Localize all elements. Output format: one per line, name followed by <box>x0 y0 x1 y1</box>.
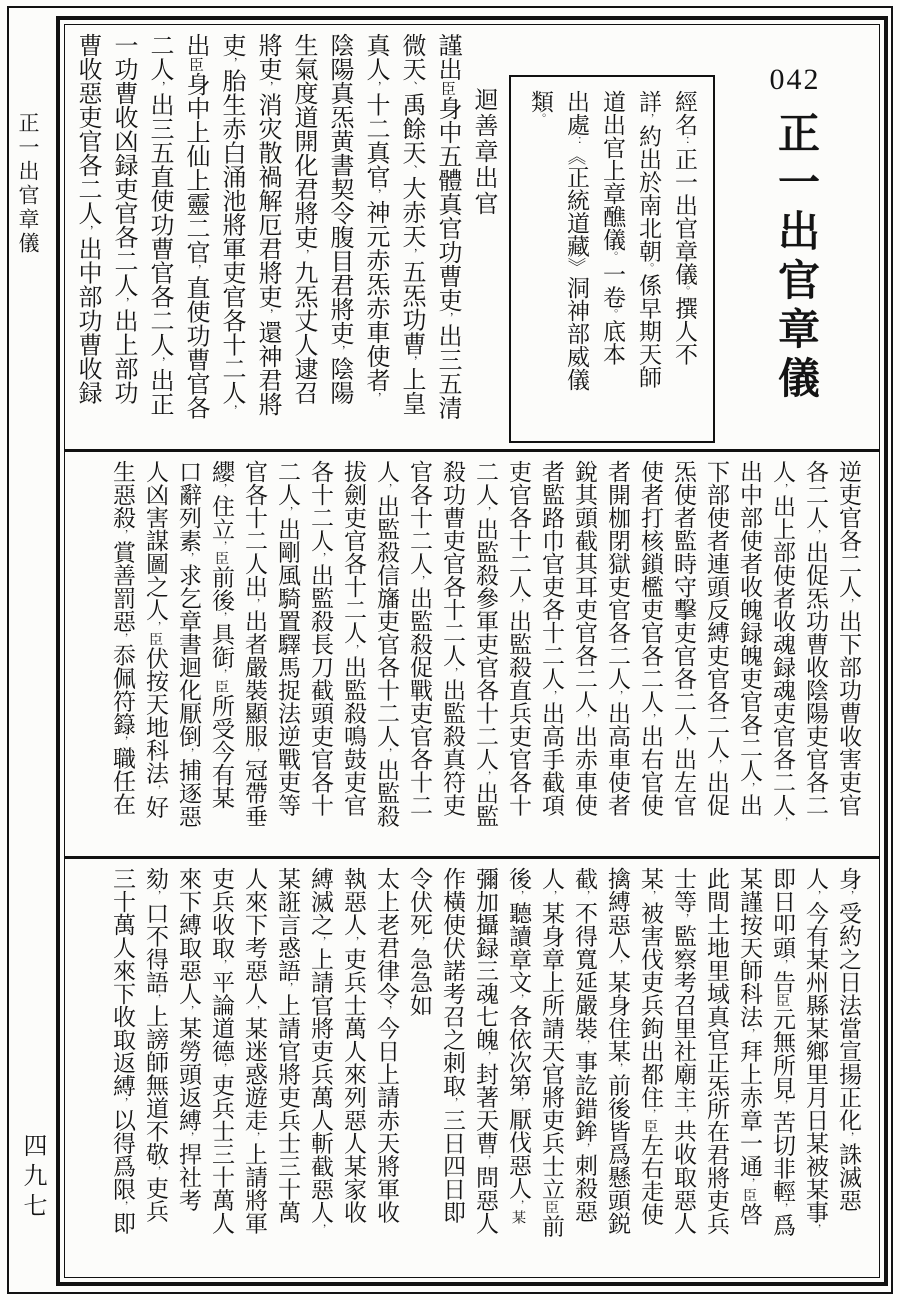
text-column: 吏，胎生赤白涌池將軍吏官各十二人， <box>218 33 244 417</box>
text-column: 出處：《正統道藏》洞神部威儀 <box>564 90 589 391</box>
text-column: 口辭列素，求乞章書迴化厭倒，捕逐惡 <box>176 460 201 828</box>
text-column: 二人，出剛風騎置驛馬捉法逆戰吏等 <box>275 460 300 817</box>
text-column: 官各十二人，出監殺促戰吏官各十二 <box>407 460 432 817</box>
text-column: 人，今有某州縣某鄉里月日某被某事， <box>803 867 828 1235</box>
text-column: 者開枷閉獄吏官各二人，出高車使者 <box>605 460 630 817</box>
text-column: 彌加攝録三魂七魄，封著天曹，問惡人 <box>473 867 498 1235</box>
text-column: 陰陽真炁黄書契令腹目君將吏，陰陽 <box>326 33 352 405</box>
text-column: 某，被害伐吏兵鉤出都住，臣左右走使 <box>638 867 663 1226</box>
text-column: 官各十二人出，出者嚴裝顯服，冠帶垂 <box>242 460 267 828</box>
section-heading: 迴善章出官 <box>470 87 496 217</box>
text-column: 身，受約之日法當宣揚正化，誅滅惡 <box>836 867 861 1212</box>
content-frame-inner <box>64 24 880 1278</box>
text-column: 後，聽讀章文，各依次第，厭伐惡人，某 <box>506 867 531 1225</box>
title-block <box>725 33 865 443</box>
text-column: 謹出臣身中五體真官功曹吏，出三五清 <box>434 33 460 420</box>
text-column: 士等，監察考召里社廟主，共收取惡人 <box>671 867 696 1235</box>
text-column: 擒縛惡人，某身住某，前後皆爲懸頭鋭 <box>605 867 630 1235</box>
text-column: 縛滅之，上請官將吏兵萬人斬截惡人， <box>308 867 333 1235</box>
band-top <box>65 25 879 449</box>
text-column: 執惡人，吏兵士萬人來列惡人某家收 <box>341 867 366 1224</box>
text-column: 真人，十二真官，神元赤炁赤車使者， <box>362 33 388 404</box>
text-column: 曹收惡吏官各二人，出中部功曹收録 <box>74 33 100 405</box>
band-bottom <box>65 859 879 1277</box>
text-column: 人來下考惡人，某迷惑遊走，上請將軍 <box>242 867 267 1235</box>
text-column: 下部使者連頭反縛吏官各二人，出促 <box>704 460 729 817</box>
text-column: 者監路巾官吏各十二人，出高手截項 <box>539 460 564 817</box>
bibliographic-note-box <box>509 75 715 443</box>
text-column: 某誑言惑語，上請官將吏兵士三十萬 <box>275 867 300 1224</box>
margin-running-title: 正一出官章儀 <box>16 112 40 256</box>
text-column: 三十萬人來下收取返縛，以得爲限，即 <box>110 867 135 1235</box>
text-column: 將吏，消灾散禍解厄君將吏，還神君將 <box>254 33 280 417</box>
text-column: 拔劍吏官各十二人，出監殺鳴鼓吏官 <box>341 460 366 817</box>
text-column: 逆吏官各二人，出下部功曹收害吏官 <box>836 460 861 817</box>
text-column: 炁使者監時守擊吏官各二人，出左官 <box>671 460 696 817</box>
content-frame <box>56 16 888 1286</box>
text-column: 人，出上部使者收魂録魂吏官各二人， <box>770 460 795 828</box>
text-column: 劾，口不得語，上謗師無道不敬，吏兵 <box>143 867 168 1223</box>
text-column: 使者打核鎖檻吏官各二人，出右官使 <box>638 460 663 817</box>
text-column: 作橫使伏諾考召之刺取，三日四日即 <box>440 867 465 1224</box>
text-column: 纓，住立，臣前後，具衘，臣所受今有某 <box>209 460 234 809</box>
text-column: 人凶害謀圖之人，臣伏按天地科法，好 <box>143 460 168 819</box>
text-column: 經名：正一出官章儀。撰人不 <box>672 90 697 366</box>
text-column: 銳其頭截其耳吏官各二人，出赤車使 <box>572 460 597 817</box>
text-column: 出臣身中上仙上靈二官，直使功曹官各 <box>182 33 208 420</box>
text-column: 殺功曹吏官各十二人，出監殺真符吏 <box>440 460 465 817</box>
text-column: 人，某身章上所請天官將吏兵士立臣前 <box>539 867 564 1238</box>
text-column: 二人，出監殺參軍吏官各十二人，出監 <box>473 460 498 828</box>
text-column: 吏官各十二人，出監殺直兵吏官各十 <box>506 460 531 817</box>
text-column: 道出官上章醮儀。一卷。底本 <box>600 90 625 366</box>
text-column: 詳，約出於南北朝。係早期天師 <box>636 90 661 389</box>
text-column: 生惡殺，賞善罰惡，忝佩符籙，職任在 <box>110 460 135 816</box>
catalog-number: 042 <box>769 63 821 96</box>
text-column: 出中部使者收魄録魄吏官各二人，出 <box>737 460 762 817</box>
text-column: 微天、禹餘天、大赤天，五炁功曹，上皇 <box>398 33 424 416</box>
text-column: 各十二人，出監殺長刀截頭吏官各十 <box>308 460 333 817</box>
text-column: 各二人，出促炁功曹收陰陽吏官各二 <box>803 460 828 817</box>
text-column: 令伏死，急急如 <box>407 867 432 1017</box>
text-column: 截，不得寬延嚴裝，事訖錯鉾，刺殺惡 <box>572 867 597 1223</box>
band-top-columns <box>69 33 465 443</box>
text-column: 即日叩頭，告臣元無所見，苦切非輕，爲 <box>770 867 795 1237</box>
text-column: 吏兵收取，平論道德，吏兵士三十萬人 <box>209 867 234 1235</box>
band-middle <box>65 452 879 856</box>
page-title: 正一出官章儀 <box>772 111 818 405</box>
text-column: 生氣度道開化君將吏，九炁丈人逮召 <box>290 33 316 405</box>
text-column: 某謹按天師科法，拜上赤章一通，臣啓 <box>737 867 762 1226</box>
text-column: 來下縛取惡人，某勞頭返縛，捍社考 <box>176 867 201 1212</box>
text-column: 太上老君律令，今日上請赤天將軍收 <box>374 867 399 1224</box>
margin-page-number: 四九七 <box>19 1133 45 1223</box>
text-column: 二人，出三五直使功曹官各二人，出正 <box>146 33 172 417</box>
text-column: 人，出監殺信旛吏官各十二人，出監殺 <box>374 460 399 828</box>
text-column: 類。 <box>528 90 553 125</box>
text-column: 此間土地里域真官正炁所在君將吏兵 <box>704 867 729 1235</box>
text-column: 一功曹收凶録吏官各二人，出上部功 <box>110 33 136 405</box>
